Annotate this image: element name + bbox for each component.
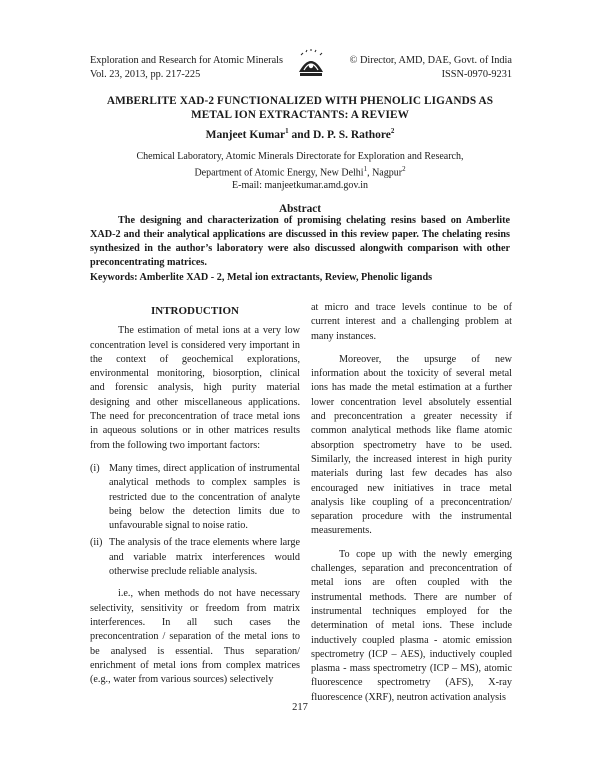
right-paragraph-1: at micro and trace levels continue to be of current interest and a challenging problem at many instances. xyxy=(311,302,512,342)
section-heading-introduction: INTRODUCTION xyxy=(150,305,239,317)
author-1: Manjeet Kumar xyxy=(205,128,286,141)
left-column xyxy=(90,304,300,696)
affiliation-city: , Nagpur xyxy=(367,167,403,179)
affil-sup-2: 2 xyxy=(402,165,406,173)
intro-paragraph-1: The estimation of metal ions at a very low concentration level is considered very important in the context of geochemical explorations, environmental monitoring, biosorption, clinical and forensic analysis, high purity material designing and other miscellaneous applications. The need for preconcentration of trace metal ions in aqueous solutions or in other matrices results from the following two important factors: xyxy=(90,325,300,451)
list-item-number: (i) xyxy=(90,462,100,474)
header-left xyxy=(90,54,290,82)
affiliation-line-2 xyxy=(80,163,520,179)
list-item-text: The analysis of the trace elements where large and variable matrix interferences would otherwise preclude reliable analysis. xyxy=(109,537,300,578)
affiliation xyxy=(80,150,520,192)
abstract-text: The designing and characterization of promising chelating resins based on Amberlite XAD-2 and their analytical applications are discussed in this review paper. The chelating resins synthesized in the author’s laboratory were also discussed alongwith comparison with other preconcentrating matrices. xyxy=(90,215,510,268)
list-item xyxy=(90,462,300,533)
right-paragraph-2: Moreover, the upsurge of new information about the toxicity of several metal ions has made the metal estimation at a further lower concentration level absolutely essential and preconcentration a greater necessity if common analytical methods like flame atomic absorption spectrometry have to be used. Similarly, the increased interest in high purity materials during last few decades has also encouraged new initiatives in trace metal analysis like coupling of a preconcentration/ separation procedure with the instrumental measurements. xyxy=(311,353,512,537)
author-list xyxy=(80,127,520,141)
email: E-mail: manjeetkumar.amd.gov.in xyxy=(232,180,368,192)
page-number: 217 xyxy=(292,702,308,713)
abstract-heading: Abstract xyxy=(278,203,322,215)
right-column xyxy=(311,301,512,714)
title-line-2: METAL ION EXTRACTANTS: A REVIEW xyxy=(191,109,409,121)
keywords: Keywords: Amberlite XAD - 2, Metal ion extractants, Review, Phenolic ligands xyxy=(90,272,433,283)
paper-title xyxy=(80,94,520,122)
affiliation-department: Department of Atomic Energy, New Delhi xyxy=(194,167,364,179)
copyright-text: © Director, AMD, DAE, Govt. of India xyxy=(349,55,512,66)
affil-sup-1: 1 xyxy=(363,165,368,173)
intro-paragraph-2: i.e., when methods do not have necessary selectivity, sensitivity or freedom from matrix interferences. In all such cases the preconcentration / separation of the metal ions to be analysed is essential. Thus separation/ enrichment of metal ions from complex matrices (e.g., water from various sources) selectively xyxy=(90,588,300,686)
author-2-affil: 2 xyxy=(390,127,395,135)
issn-text: ISSN-0970-9231 xyxy=(441,69,512,80)
journal-name: Exploration and Research for Atomic Minerals xyxy=(90,55,284,66)
author-1-affil: 1 xyxy=(285,127,289,135)
author-2: D. P. S. Rathore xyxy=(312,128,391,141)
affiliation-line-1: Chemical Laboratory, Atomic Minerals Directorate for Exploration and Research, xyxy=(136,151,464,162)
author-separator: and xyxy=(288,128,313,141)
header-right xyxy=(312,54,512,82)
title-line-1: AMBERLITE XAD-2 FUNCTIONALIZED WITH PHENOLIC LIGANDS AS xyxy=(106,95,494,107)
right-paragraph-3: To cope up with the newly emerging challenges, separation and preconcentration of metal ions are often coupled with the instrumental methods. There are number of instrumental techniques employed for the determination of metal ions. These include inductively coupled plasma - atomic emission spectrometry (ICP – AES), inductively coupled plasma - mass spectrometry (ICP – MS), atomic fluorescence spectrometry (AFS), X-ray fluorescence (XRF), neutron activation analysis xyxy=(311,548,512,703)
list-item-text: Many times, direct application of instrumental analytical methods to complex samples is restricted due to the concentration of analyte being below the detection limits due to unfavourable signal to noise ratio. xyxy=(109,462,300,532)
list-item-number: (ii) xyxy=(90,537,103,549)
volume-info: Vol. 23, 2013, pp. 217-225 xyxy=(90,69,201,80)
list-item xyxy=(90,536,300,579)
